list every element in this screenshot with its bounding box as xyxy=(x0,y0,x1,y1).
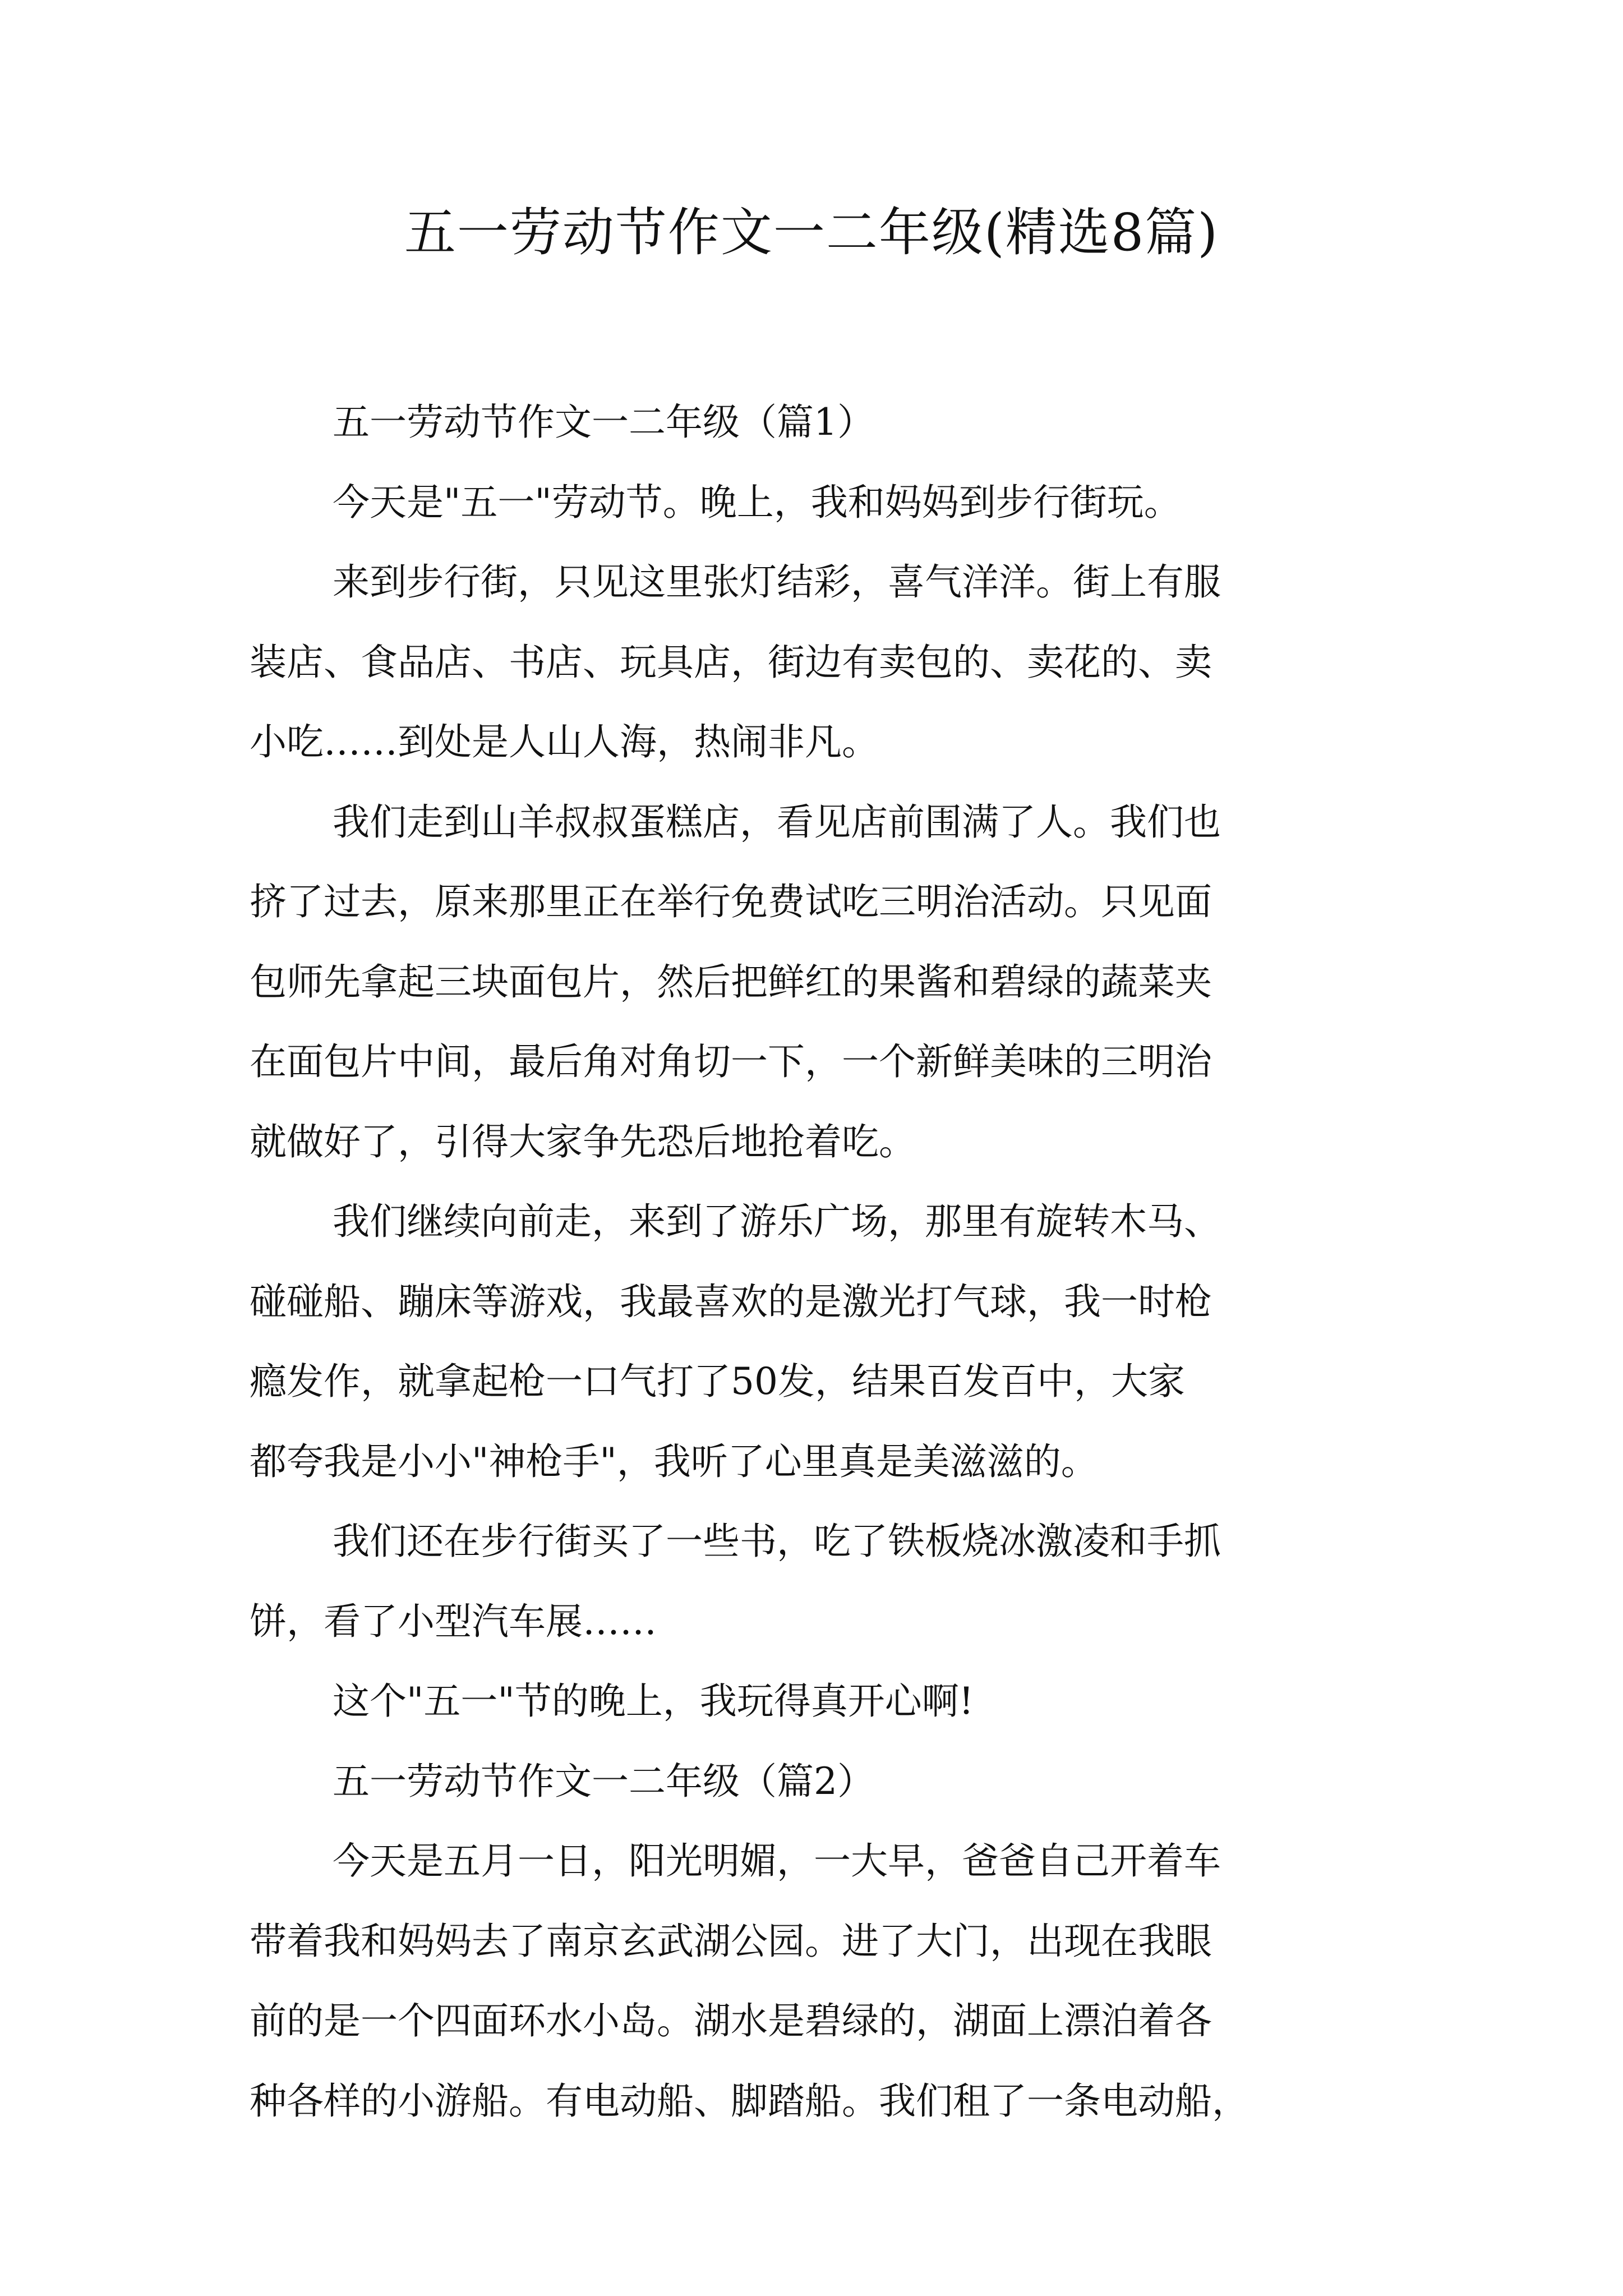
text-line: 饼，看了小型汽车展…… xyxy=(250,1599,657,1643)
text-line: 来到步行街，只见这里张灯结彩，喜气洋洋。街上有服 xyxy=(333,560,1221,604)
text-line: 我们走到山羊叔叔蛋糕店，看见店前围满了人。我们也 xyxy=(333,800,1221,844)
text-line: 就做好了，引得大家争先恐后地抢着吃。 xyxy=(250,1120,916,1163)
document-body xyxy=(250,383,1371,2141)
document-title: 五一劳动节作文一二年级(精选8篇) xyxy=(404,203,1219,263)
text-line: 装店、食品店、书店、玩具店，街边有卖包的、卖花的、卖 xyxy=(250,640,1212,684)
text-line: 都夸我是小小"神枪手"，我听了心里真是美滋滋的。 xyxy=(250,1439,1098,1483)
text-line: 我们继续向前走，来到了游乐广场，那里有旋转木马、 xyxy=(333,1200,1221,1243)
text-line: 在面包片中间，最后角对角切一下，一个新鲜美味的三明治 xyxy=(250,1040,1212,1083)
text-line: 碰碰船、蹦床等游戏，我最喜欢的是激光打气球，我一时枪 xyxy=(250,1280,1212,1323)
text-line: 包师先拿起三块面包片，然后把鲜红的果酱和碧绿的蔬菜夹 xyxy=(250,960,1212,1004)
text-line: 带着我和妈妈去了南京玄武湖公园。进了大门，出现在我眼 xyxy=(250,1919,1212,1963)
section-heading: 五一劳动节作文一二年级（篇2） xyxy=(333,1759,874,1803)
text-line: 挤了过去，原来那里正在举行免费试吃三明治活动。只见面 xyxy=(250,880,1212,923)
text-line: 这个"五一"节的晚上，我玩得真开心啊! xyxy=(333,1680,974,1723)
text-line: 今天是"五一"劳动节。晚上，我和妈妈到步行街玩。 xyxy=(333,480,1181,524)
text-line: 种各样的小游船。有电动船、脚踏船。我们租了一条电动船， xyxy=(250,2079,1249,2123)
text-line: 前的是一个四面环水小岛。湖水是碧绿的，湖面上漂泊着各 xyxy=(250,1999,1212,2042)
text-line: 小吃……到处是人山人海，热闹非凡。 xyxy=(250,720,879,763)
text-line: 我们还在步行街买了一些书，吃了铁板烧冰激凌和手抓 xyxy=(333,1520,1221,1563)
text-line: 今天是五月一日，阳光明媚，一大早，爸爸自己开着车 xyxy=(333,1839,1221,1883)
text-line: 瘾发作，就拿起枪一口气打了50发，结果百发百中，大家 xyxy=(250,1360,1185,1403)
section-heading: 五一劳动节作文一二年级（篇1） xyxy=(333,401,874,444)
